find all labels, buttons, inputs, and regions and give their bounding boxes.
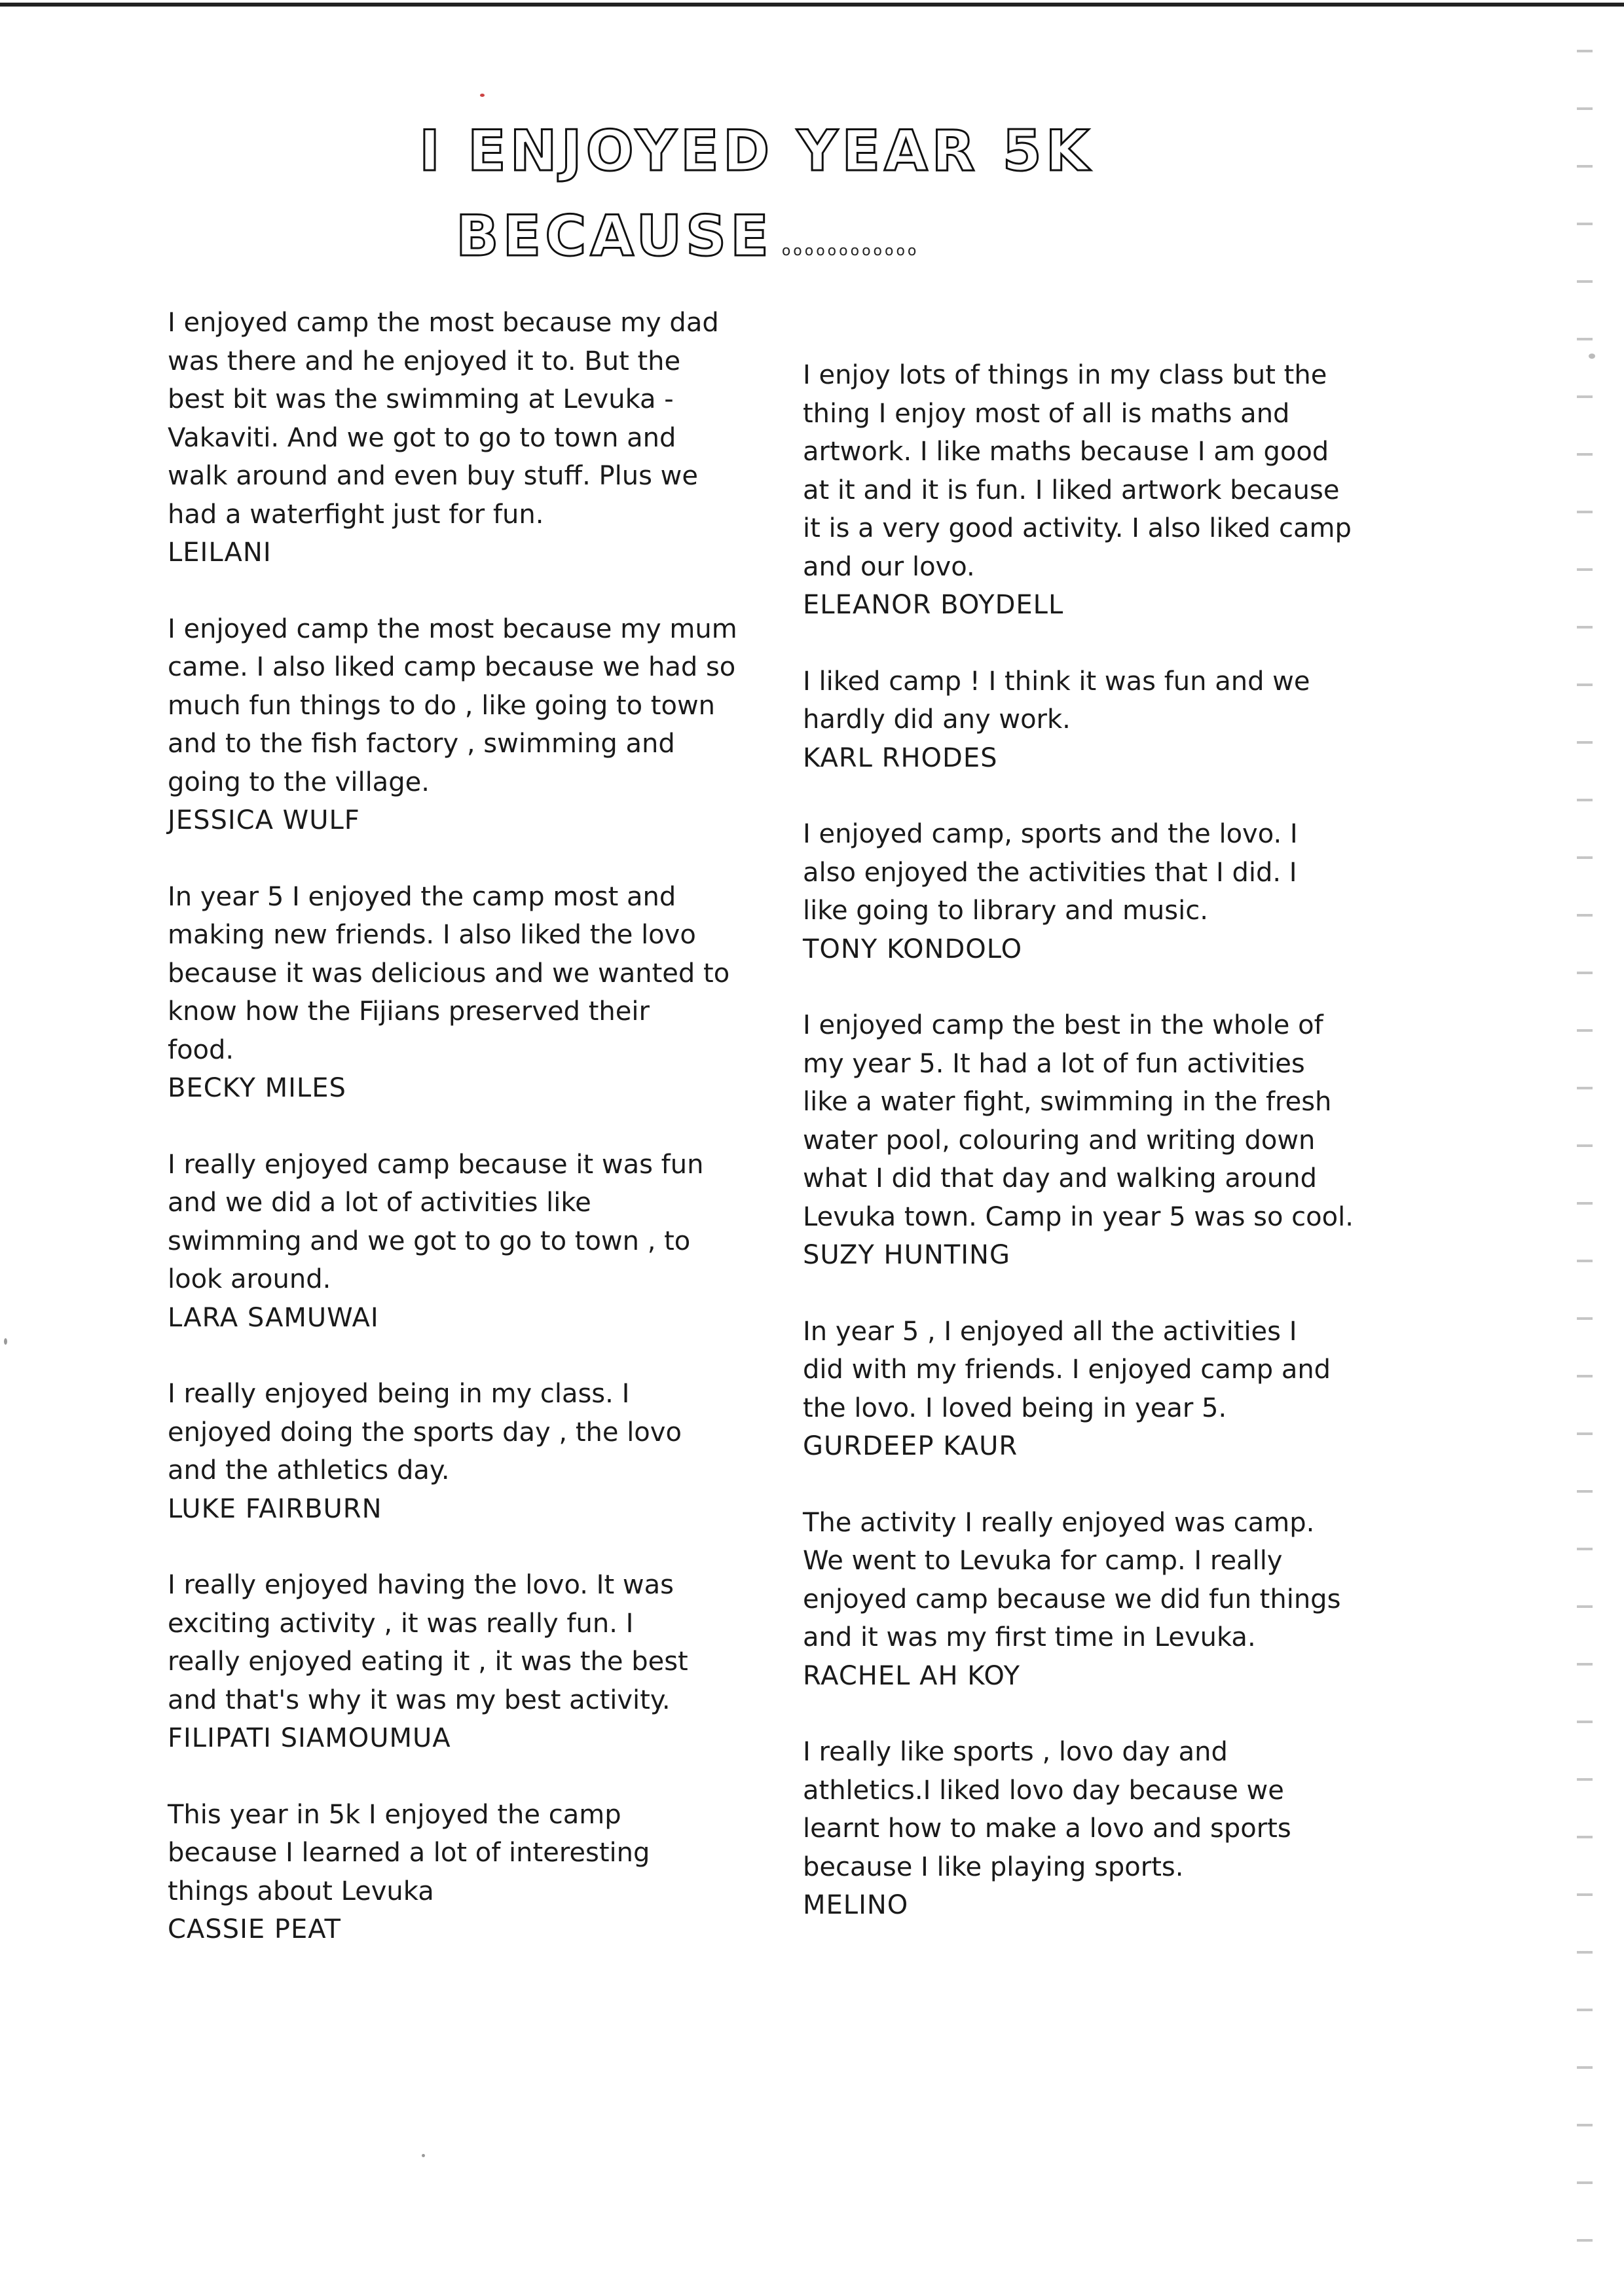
entry-text: I enjoyed camp the most because my mum came. I also liked camp because we had so much fun things to do , like going to town and to the fish factory , swimming and going to the village.: [168, 613, 737, 797]
entry-author: FILIPATI SIAMOUMUA: [168, 1723, 451, 1753]
entry-karl-rhodes: [803, 663, 1392, 778]
entry-author: RACHEL AH KOY: [803, 1660, 1021, 1691]
entry-text: I enjoy lots of things in my class but the thing I enjoy most of all is maths and artwork. I like maths because I am good at it and it is fun. I liked artwork because it is a very good activity. I also liked camp and our lovo.: [803, 360, 1352, 582]
entry-cassie-peat: [168, 1796, 757, 1949]
entry-author: MELINO: [803, 1890, 909, 1920]
entry-author: LEILANI: [168, 538, 272, 568]
page-title-word: BECAUSE: [456, 204, 773, 269]
entry-author: GURDEEP KAUR: [803, 1431, 1018, 1461]
entry-text: I liked camp ! I think it was fun and we hardly did any work.: [803, 666, 1310, 735]
entry-filipati-siamoumua: [168, 1566, 757, 1758]
entry-text: In year 5 I enjoyed the camp most and making new friends. I also liked the lovo because it was delicious and we wanted to know how the Fijians preserved their food.: [168, 881, 730, 1065]
entry-author: LARA SAMUWAI: [168, 1302, 379, 1333]
right-column: [803, 356, 1392, 1963]
entry-author: LUKE FAIRBURN: [168, 1493, 382, 1524]
left-column: [168, 304, 757, 1987]
scan-speck: [4, 1338, 7, 1345]
entry-text: I enjoyed camp the best in the whole of my year 5. It had a lot of fun activities like a water fight, swimming in the fresh water pool, colouring and writing down what I did that day and walking around Levuka town. Camp in year 5 was so cool.: [803, 1010, 1354, 1232]
title-dots: oooooooooooo: [781, 243, 919, 259]
scan-margin-noise: [1577, 26, 1593, 2265]
entry-author: BECKY MILES: [168, 1073, 346, 1103]
entry-luke-fairburn: [168, 1375, 757, 1528]
entry-text: I really enjoyed being in my class. I enjoyed doing the sports day , the lovo and the athletics day.: [168, 1379, 682, 1485]
scan-speck: [480, 94, 485, 97]
entry-eleanor-boydell: [803, 356, 1392, 625]
page-title-line-1: I ENJOYED YEAR 5K: [419, 118, 1094, 184]
entry-text: I enjoyed camp, sports and the lovo. I also enjoyed the activities that I did. I like going to library and music.: [803, 819, 1298, 926]
entry-leilani: [168, 304, 757, 572]
entry-text: This year in 5k I enjoyed the camp because I learned a lot of interesting things about Levuka: [168, 1799, 650, 1906]
entry-text: The activity I really enjoyed was camp. We went to Levuka for camp. I really enjoyed camp because we did fun things and it was my first time in Levuka.: [803, 1507, 1341, 1652]
scan-speck: [1589, 354, 1595, 359]
entry-text: In year 5 , I enjoyed all the activities I did with my friends. I enjoyed camp and the lovo. I loved being in year 5.: [803, 1316, 1331, 1423]
entry-author: TONY KONDOLO: [803, 934, 1023, 964]
entry-author: KARL RHODES: [803, 742, 998, 773]
entry-jessica-wulf: [168, 610, 757, 840]
entry-author: ELEANOR BOYDELL: [803, 590, 1064, 620]
entry-becky-miles: [168, 878, 757, 1108]
entry-text: I really enjoyed camp because it was fun and we did a lot of activities like swimming and we got to go to town , to look around.: [168, 1149, 704, 1294]
entry-author: JESSICA WULF: [168, 805, 360, 835]
entry-rachel-ah-koy: [803, 1504, 1392, 1696]
entry-author: CASSIE PEAT: [168, 1914, 341, 1944]
entry-lara-samuwai: [168, 1146, 757, 1338]
entry-melino: [803, 1733, 1392, 1925]
entry-text: I really like sports , lovo day and athletics.I liked lovo day because we learnt how to make a lovo and sports because I like playing sports.: [803, 1737, 1291, 1882]
entry-gurdeep-kaur: [803, 1313, 1392, 1466]
entry-suzy-hunting: [803, 1006, 1392, 1275]
entry-tony-kondolo: [803, 815, 1392, 968]
top-scan-edge: [0, 3, 1624, 7]
entry-text: I really enjoyed having the lovo. It was exciting activity , it was really fun. I really enjoyed eating it , it was the best and that's why it was my best activity.: [168, 1570, 688, 1715]
scan-speck: [422, 2154, 425, 2157]
entry-text: I enjoyed camp the most because my dad was there and he enjoyed it to. But the best bit was the swimming at Levuka - Vakaviti. And we got to go to town and walk around and even buy stuff. Plus we had a waterfight just for fun.: [168, 308, 719, 530]
entry-author: SUZY HUNTING: [803, 1240, 1010, 1270]
page-title-line-2: [456, 204, 1242, 269]
